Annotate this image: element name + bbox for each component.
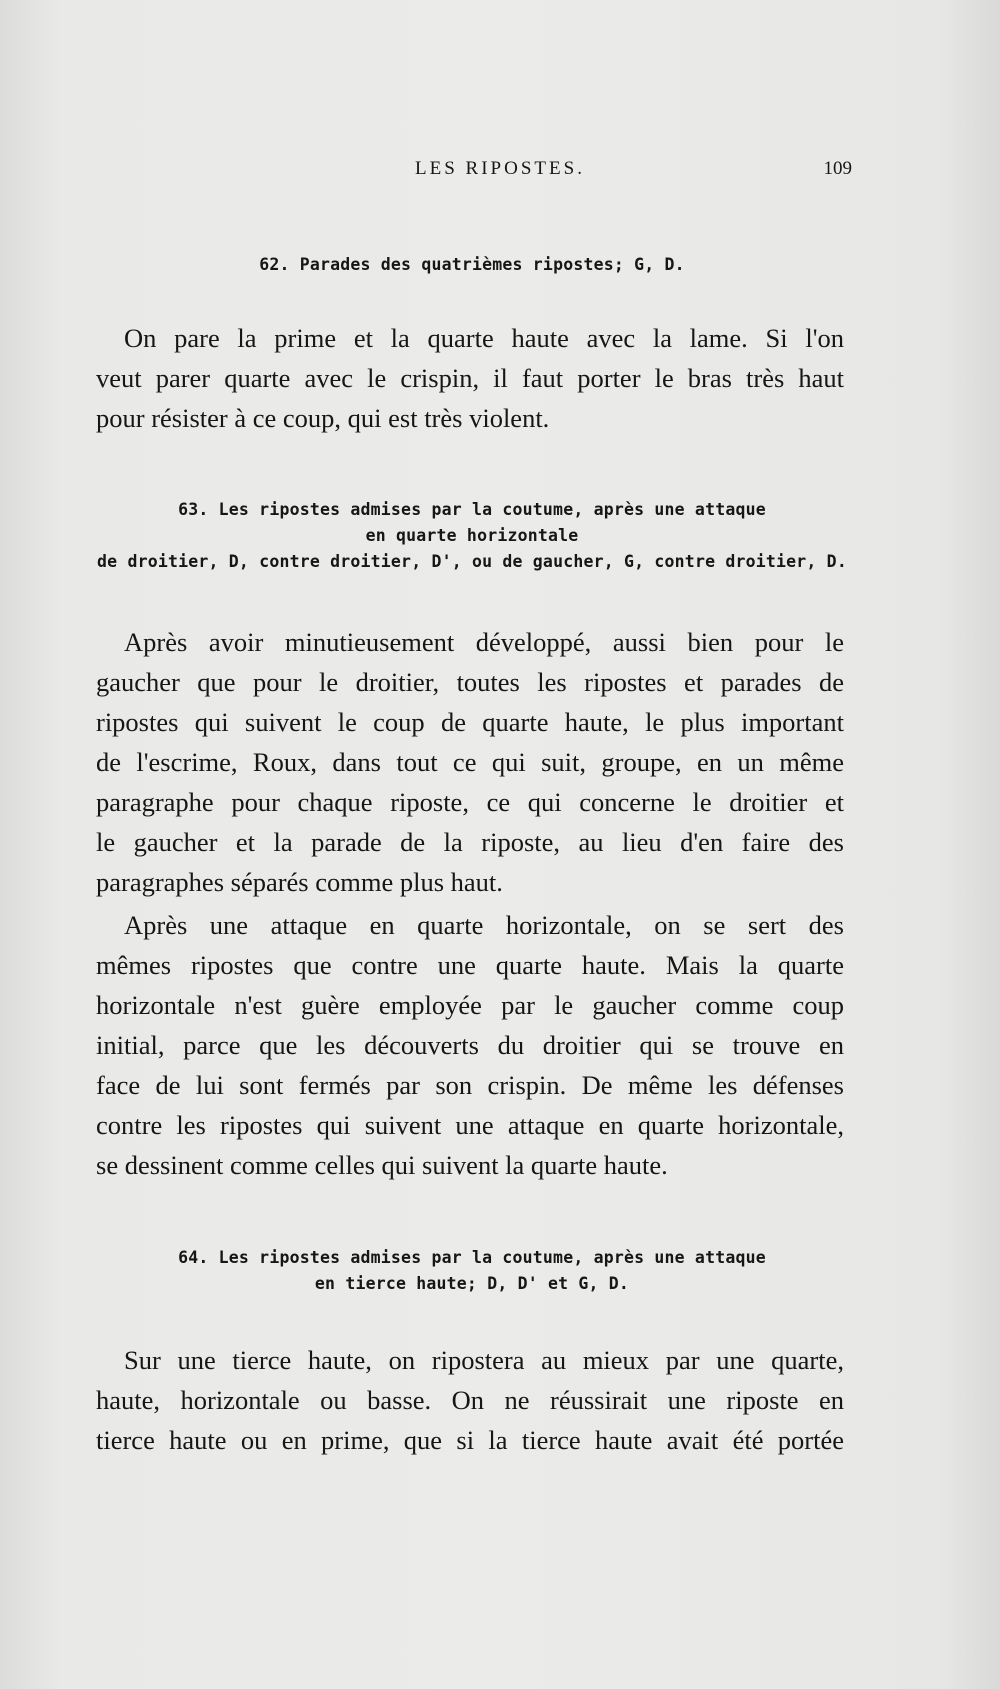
text-line: pour résister à ce coup, qui est très violent. <box>96 403 550 433</box>
running-head <box>0 158 1000 184</box>
text-line: ripostes qui suivent le coup de quarte haute, le plus important <box>96 707 844 737</box>
text-line: initial, parce que les découverts du droitier qui se trouve en <box>96 1030 844 1060</box>
text-line: gaucher que pour le droitier, toutes les ripostes et parades de <box>96 667 844 697</box>
text-line: veut parer quarte avec le crispin, il faut porter le bras très haut <box>96 363 844 393</box>
running-title: LES RIPOSTES. <box>415 158 585 179</box>
section-64-heading <box>92 1245 852 1297</box>
text-line: Après une attaque en quarte horizontale, on se sert des <box>124 910 844 940</box>
text-line: se dessinent comme celles qui suivent la quarte haute. <box>96 1150 668 1180</box>
heading-line: 64. Les ripostes admises par la coutume, après une attaque <box>178 1248 766 1267</box>
heading-line: en tierce haute; D, D' et G, D. <box>314 1274 630 1293</box>
page-number: 109 <box>823 158 852 179</box>
heading-line: de droitier, D, contre droitier, D', ou de gaucher, G, contre droitier, D. <box>97 552 847 571</box>
text-line: Après avoir minutieusement développé, aussi bien pour le <box>124 627 844 657</box>
heading-line: 63. Les ripostes admises par la coutume, après une attaque <box>178 500 766 519</box>
section-63-paragraph-2 <box>96 905 844 1185</box>
heading-line: 62. Parades des quatrièmes ripostes; G, D. <box>259 255 685 274</box>
section-62-paragraph <box>96 318 844 438</box>
text-line: On pare la prime et la quarte haute avec la lame. Si l'on <box>124 323 844 353</box>
text-line: mêmes ripostes que contre une quarte haute. Mais la quarte <box>96 950 844 980</box>
text-line: face de lui sont fermés par son crispin. De même les défenses <box>96 1070 844 1100</box>
text-line: haute, horizontale ou basse. On ne réussirait une riposte en <box>96 1385 844 1415</box>
text-line: de l'escrime, Roux, dans tout ce qui suit, groupe, en un même <box>96 747 844 777</box>
text-line: Sur une tierce haute, on ripostera au mieux par une quarte, <box>124 1345 844 1375</box>
heading-line: en quarte horizontale <box>365 526 579 545</box>
section-62-heading <box>92 252 852 278</box>
text-line: paragraphe pour chaque riposte, ce qui concerne le droitier et <box>96 787 844 817</box>
text-line: contre les ripostes qui suivent une attaque en quarte horizontale, <box>96 1110 844 1140</box>
section-63-paragraph-1 <box>96 622 844 902</box>
section-63-heading <box>92 497 852 575</box>
text-line: paragraphes séparés comme plus haut. <box>96 867 503 897</box>
text-line: le gaucher et la parade de la riposte, au lieu d'en faire des <box>96 827 844 857</box>
text-line: tierce haute ou en prime, que si la tierce haute avait été portée <box>96 1425 844 1455</box>
section-64-paragraph <box>96 1340 844 1460</box>
text-line: horizontale n'est guère employée par le gaucher comme coup <box>96 990 844 1020</box>
